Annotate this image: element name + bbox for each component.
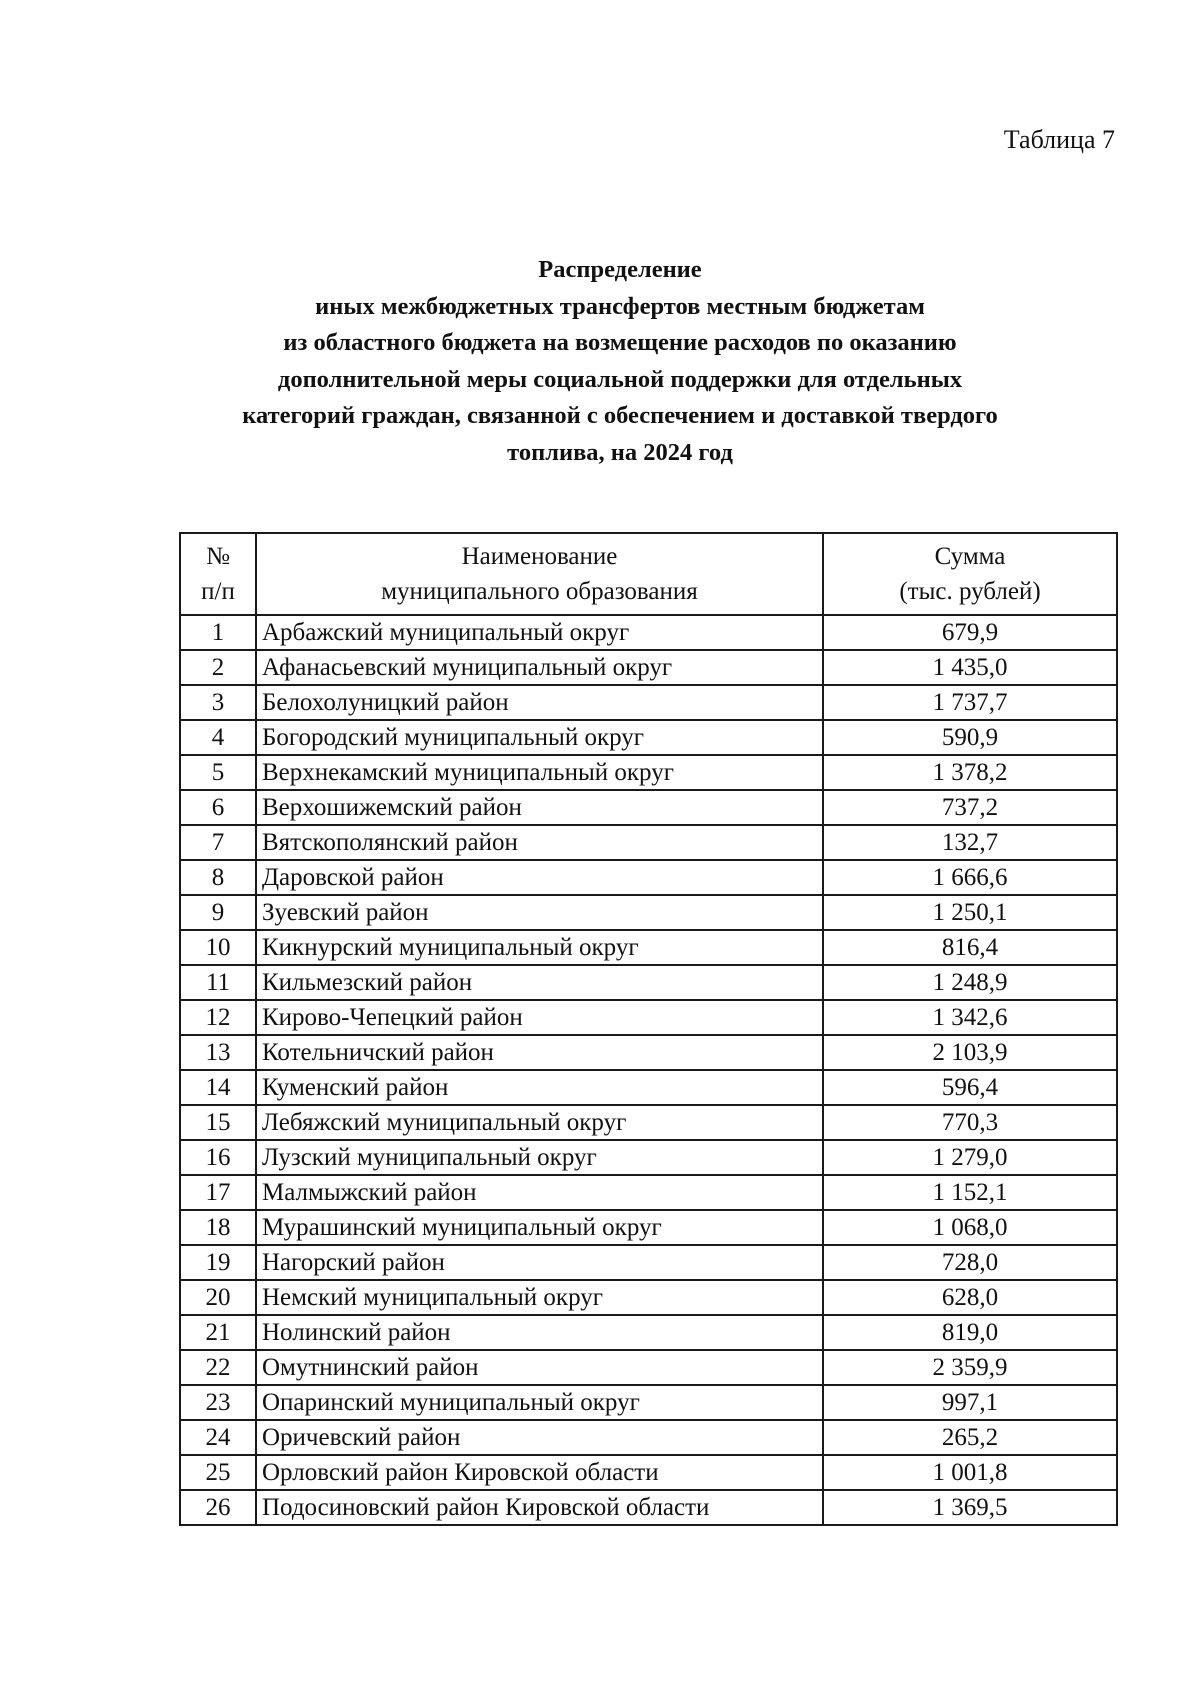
row-sum: 1 279,0 xyxy=(823,1140,1117,1175)
table-row xyxy=(180,1455,1117,1490)
table-row xyxy=(180,720,1117,755)
row-sum: 1 378,2 xyxy=(823,755,1117,790)
row-sum: 1 001,8 xyxy=(823,1455,1117,1490)
table-row xyxy=(180,685,1117,720)
municipality-name: Зуевский район xyxy=(256,895,823,930)
table-row xyxy=(180,1420,1117,1455)
table-row xyxy=(180,1210,1117,1245)
row-number: 11 xyxy=(180,965,256,1000)
municipality-name: Подосиновский район Кировской области xyxy=(256,1490,823,1525)
header-sum xyxy=(823,533,1117,615)
title-line: топлива, на 2024 год xyxy=(507,438,733,466)
header-name xyxy=(256,533,823,615)
table-body xyxy=(180,615,1117,1525)
title-line: из областного бюджета на возмещение расходов по оказанию xyxy=(283,329,957,356)
municipality-name: Орловский район Кировской области xyxy=(256,1455,823,1490)
header-number-line1: № xyxy=(206,543,230,570)
municipality-name: Лузский муниципальный округ xyxy=(256,1140,823,1175)
row-number: 8 xyxy=(180,860,256,895)
table-row xyxy=(180,1105,1117,1140)
row-number: 5 xyxy=(180,755,256,790)
municipality-name: Мурашинский муниципальный округ xyxy=(256,1210,823,1245)
header-number-line2: п/п xyxy=(201,578,235,605)
row-sum: 132,7 xyxy=(823,825,1117,860)
municipality-name: Кильмезский район xyxy=(256,965,823,1000)
table-row xyxy=(180,615,1117,650)
row-number: 23 xyxy=(180,1385,256,1420)
row-sum: 2 103,9 xyxy=(823,1035,1117,1070)
row-sum: 770,3 xyxy=(823,1105,1117,1140)
municipality-name: Богородский муниципальный округ xyxy=(256,720,823,755)
row-number: 14 xyxy=(180,1070,256,1105)
header-sum-line2: (тыс. рублей) xyxy=(899,578,1041,605)
row-number: 9 xyxy=(180,895,256,930)
municipality-name: Белохолуницкий район xyxy=(256,685,823,720)
row-sum: 265,2 xyxy=(823,1420,1117,1455)
municipality-name: Кикнурский муниципальный округ xyxy=(256,930,823,965)
row-number: 18 xyxy=(180,1210,256,1245)
table-row xyxy=(180,1175,1117,1210)
row-number: 13 xyxy=(180,1035,256,1070)
table-row xyxy=(180,825,1117,860)
municipality-name: Опаринский муниципальный округ xyxy=(256,1385,823,1420)
row-number: 16 xyxy=(180,1140,256,1175)
table-row xyxy=(180,1035,1117,1070)
distribution-table xyxy=(179,532,1118,1526)
row-sum: 1 369,5 xyxy=(823,1490,1117,1525)
municipality-name: Нолинский район xyxy=(256,1315,823,1350)
row-sum: 679,9 xyxy=(823,615,1117,650)
row-sum: 1 248,9 xyxy=(823,965,1117,1000)
document-title xyxy=(120,252,1120,471)
row-sum: 2 359,9 xyxy=(823,1350,1117,1385)
municipality-name: Немский муниципальный округ xyxy=(256,1280,823,1315)
row-sum: 728,0 xyxy=(823,1245,1117,1280)
row-sum: 1 342,6 xyxy=(823,1000,1117,1035)
row-number: 6 xyxy=(180,790,256,825)
table-row xyxy=(180,1315,1117,1350)
row-sum: 1 152,1 xyxy=(823,1175,1117,1210)
table-row xyxy=(180,930,1117,965)
row-sum: 1 666,6 xyxy=(823,860,1117,895)
municipality-name: Вятскополянский район xyxy=(256,825,823,860)
table-row xyxy=(180,650,1117,685)
row-sum: 590,9 xyxy=(823,720,1117,755)
municipality-name: Даровской район xyxy=(256,860,823,895)
municipality-name: Лебяжский муниципальный округ xyxy=(256,1105,823,1140)
row-sum: 628,0 xyxy=(823,1280,1117,1315)
table-row xyxy=(180,895,1117,930)
table-header-row xyxy=(180,533,1117,615)
row-number: 26 xyxy=(180,1490,256,1525)
municipality-name: Арбажский муниципальный округ xyxy=(256,615,823,650)
row-number: 25 xyxy=(180,1455,256,1490)
row-number: 7 xyxy=(180,825,256,860)
municipality-name: Малмыжский район xyxy=(256,1175,823,1210)
row-sum: 997,1 xyxy=(823,1385,1117,1420)
table-row xyxy=(180,790,1117,825)
row-sum: 1 068,0 xyxy=(823,1210,1117,1245)
table-row xyxy=(180,1280,1117,1315)
title-line: категорий граждан, связанной с обеспечением и доставкой твердого xyxy=(242,402,998,429)
row-number: 2 xyxy=(180,650,256,685)
row-sum: 1 435,0 xyxy=(823,650,1117,685)
row-sum: 816,4 xyxy=(823,930,1117,965)
table-row xyxy=(180,1140,1117,1175)
row-number: 4 xyxy=(180,720,256,755)
row-number: 12 xyxy=(180,1000,256,1035)
row-number: 22 xyxy=(180,1350,256,1385)
distribution-table-container xyxy=(179,532,1116,1526)
table-row xyxy=(180,1000,1117,1035)
row-number: 10 xyxy=(180,930,256,965)
municipality-name: Куменский район xyxy=(256,1070,823,1105)
row-number: 21 xyxy=(180,1315,256,1350)
table-row xyxy=(180,1070,1117,1105)
row-number: 19 xyxy=(180,1245,256,1280)
table-row xyxy=(180,755,1117,790)
row-number: 15 xyxy=(180,1105,256,1140)
row-number: 17 xyxy=(180,1175,256,1210)
title-line: иных межбюджетных трансфертов местным бюджетам xyxy=(315,292,925,320)
row-number: 24 xyxy=(180,1420,256,1455)
municipality-name: Кирово-Чепецкий район xyxy=(256,1000,823,1035)
municipality-name: Оричевский район xyxy=(256,1420,823,1455)
table-label: Таблица 7 xyxy=(1003,125,1115,154)
row-sum: 596,4 xyxy=(823,1070,1117,1105)
table-row xyxy=(180,1490,1117,1525)
municipality-name: Котельничский район xyxy=(256,1035,823,1070)
row-number: 20 xyxy=(180,1280,256,1315)
row-sum: 1 737,7 xyxy=(823,685,1117,720)
row-number: 1 xyxy=(180,615,256,650)
municipality-name: Нагорский район xyxy=(256,1245,823,1280)
table-row xyxy=(180,1350,1117,1385)
header-number xyxy=(180,533,256,615)
municipality-name: Верхнекамский муниципальный округ xyxy=(256,755,823,790)
municipality-name: Верхошижемский район xyxy=(256,790,823,825)
table-row xyxy=(180,1245,1117,1280)
header-sum-line1: Сумма xyxy=(934,543,1006,570)
header-name-line1: Наименование xyxy=(461,543,618,570)
row-number: 3 xyxy=(180,685,256,720)
title-line: Распределение xyxy=(538,256,702,283)
row-sum: 819,0 xyxy=(823,1315,1117,1350)
table-row xyxy=(180,860,1117,895)
title-line: дополнительной меры социальной поддержки для отдельных xyxy=(277,365,963,393)
municipality-name: Омутнинский район xyxy=(256,1350,823,1385)
header-name-line2: муниципального образования xyxy=(381,578,698,605)
row-sum: 737,2 xyxy=(823,790,1117,825)
row-sum: 1 250,1 xyxy=(823,895,1117,930)
municipality-name: Афанасьевский муниципальный округ xyxy=(256,650,823,685)
table-row xyxy=(180,1385,1117,1420)
table-row xyxy=(180,965,1117,1000)
